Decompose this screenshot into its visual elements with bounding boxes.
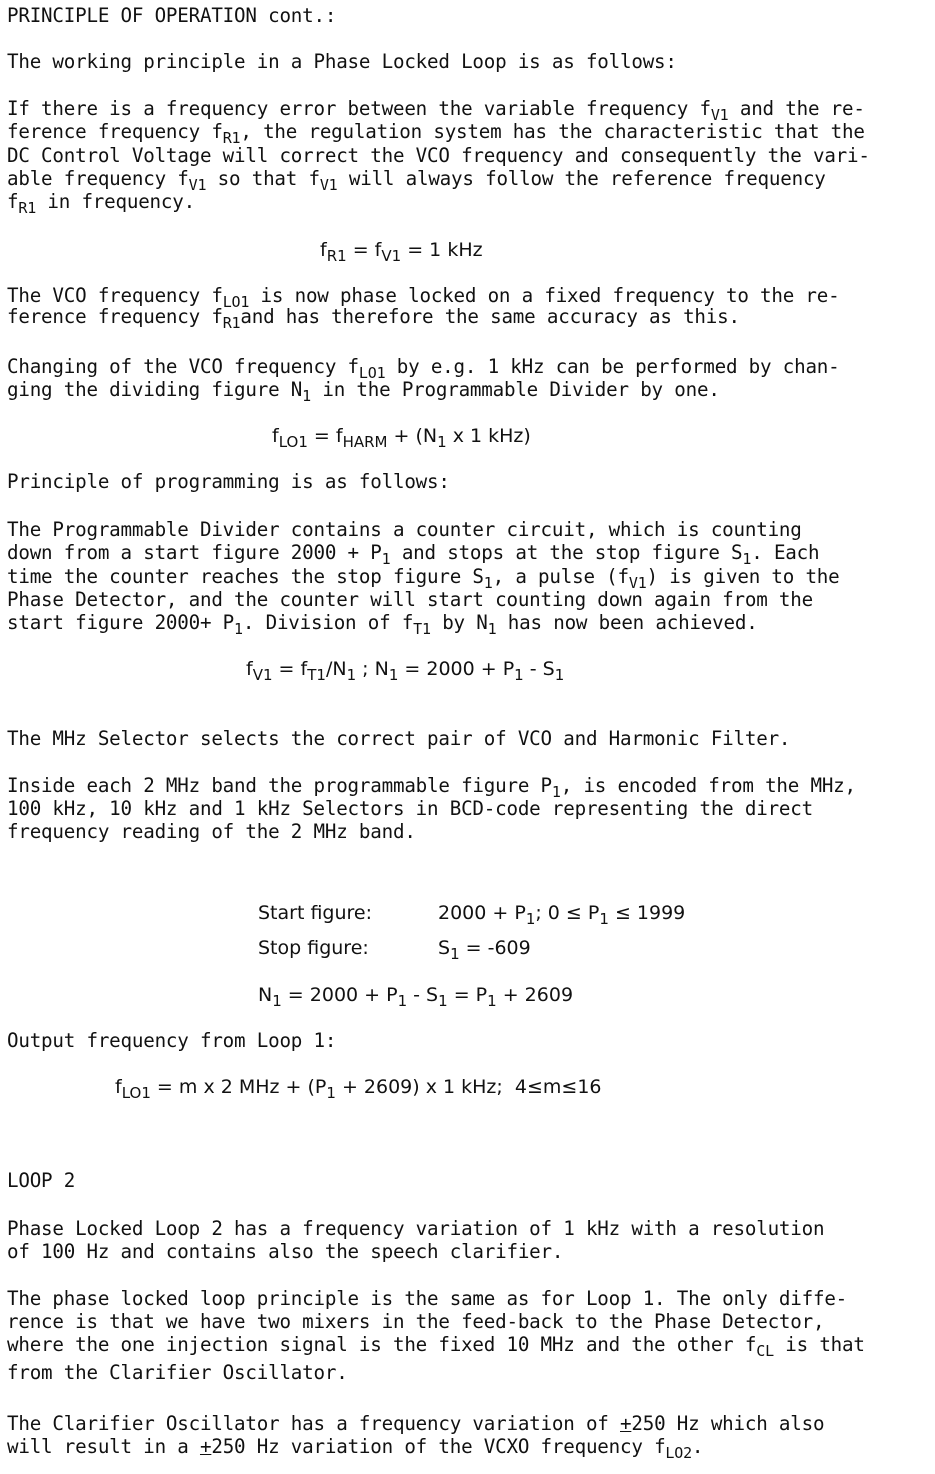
- text: = 2000 + P: [398, 658, 515, 680]
- equation-flo1-harm: [272, 424, 531, 451]
- paragraph-clarifier-line-2: [7, 1435, 704, 1462]
- subscript: LO2: [665, 1444, 692, 1462]
- paragraph-band-line-1: [7, 774, 856, 801]
- paragraph-divider-line-4: [7, 588, 813, 611]
- subscript: R1: [18, 199, 37, 217]
- text: from the Clarifier Oscillator.: [7, 1361, 348, 1384]
- text: + 2609: [496, 984, 574, 1006]
- text: Output frequency from Loop 1:: [7, 1029, 337, 1052]
- subscript: V1: [188, 176, 207, 194]
- subscript: 1: [525, 910, 536, 928]
- text: The Programmable Divider contains a counter circuit, which is counting: [7, 518, 802, 541]
- subscript: 1: [450, 945, 460, 963]
- text: = P: [447, 984, 488, 1006]
- text: = -609: [459, 937, 531, 959]
- text: ) is given to the: [646, 565, 840, 588]
- paragraph-error-line-2: [7, 120, 865, 147]
- text: will always follow the reference frequency: [337, 167, 826, 190]
- text: 2000 + P: [438, 902, 526, 924]
- equation-flo1-output: [115, 1075, 602, 1102]
- text: .: [691, 1435, 704, 1458]
- text: + (N: [387, 425, 438, 447]
- plus-minus-sign: +: [620, 1412, 632, 1435]
- text: Changing of the VCO frequency f: [7, 355, 359, 378]
- equation-reference: [320, 238, 483, 265]
- paragraph-programming: [7, 470, 450, 493]
- text: of 100 Hz and contains also the speech clarifier.: [7, 1240, 564, 1263]
- subscript: 1: [346, 666, 357, 684]
- text: DC Control Voltage will correct the VCO frequency and consequently the vari-: [7, 144, 870, 167]
- subscript: 1: [742, 550, 752, 568]
- subscript: CL: [756, 1342, 774, 1360]
- subscript: 1: [326, 1084, 336, 1102]
- subscript: 1: [487, 992, 497, 1010]
- equation-stop-figure: [258, 936, 531, 963]
- equation-n1: [258, 983, 574, 1010]
- text: The Clarifier Oscillator has a frequency variation of: [7, 1412, 620, 1435]
- paragraph-divider-line-2: [7, 541, 820, 568]
- text: 250 Hz which also: [631, 1412, 825, 1435]
- paragraph-error-line-3: [7, 144, 870, 167]
- paragraph-divider-line-3: [7, 565, 840, 592]
- text: is that: [773, 1333, 865, 1356]
- text: = m x 2 MHz + (P: [150, 1076, 327, 1098]
- text: ; 0 ≤ P: [535, 902, 600, 924]
- text: and stops at the stop figure S: [390, 541, 743, 564]
- text: able frequency f: [7, 167, 189, 190]
- text: ference frequency f: [7, 305, 223, 328]
- text: Principle of programming is as follows:: [7, 470, 450, 493]
- label: Start figure:: [258, 902, 373, 924]
- plus-minus-sign: +: [199, 1435, 212, 1458]
- text: by N: [430, 611, 488, 634]
- equation-start-figure: [258, 901, 686, 928]
- section-heading: [7, 4, 336, 27]
- paragraph-divider-line-5: [7, 611, 758, 638]
- subscript: LO1: [121, 1084, 151, 1102]
- subscript: 1: [388, 666, 399, 684]
- paragraph-principle-line-4: [7, 1361, 348, 1384]
- text: . Division of f: [242, 611, 414, 634]
- text: where the one injection signal is the fixed 10 MHz and the other f: [7, 1333, 757, 1356]
- text: = 2000 + P: [281, 984, 398, 1006]
- subscript: 1: [437, 433, 447, 451]
- text: ; N: [356, 658, 389, 680]
- text: The VCO frequency f: [7, 284, 223, 307]
- text: The MHz Selector selects the correct pair of VCO and Harmonic Filter.: [7, 727, 791, 750]
- text: 100 kHz, 10 kHz and 1 kHz Selectors in BCD-code representing the direct: [7, 797, 813, 820]
- text: = f: [346, 239, 382, 261]
- subscript: V1: [381, 247, 402, 265]
- text: LOOP 2: [7, 1169, 76, 1192]
- subscript: LO1: [222, 293, 250, 311]
- paragraph-vco-line-2: [7, 305, 740, 332]
- subscript: 1: [302, 387, 311, 405]
- text: start figure 2000+ P: [7, 611, 235, 634]
- paragraph-loop2-line-2: [7, 1240, 563, 1263]
- paragraph-error-line-1: [7, 97, 865, 124]
- text: , the regulation system has the characteristic that the: [240, 120, 865, 143]
- text: frequency reading of the 2 MHz band.: [7, 820, 416, 843]
- text: + 2609) x 1 kHz; 4≤m≤16: [335, 1076, 602, 1098]
- paragraph-changing-line-1: [7, 355, 840, 382]
- subscript: R1: [222, 314, 241, 332]
- text: and the re-: [728, 97, 865, 120]
- subscript: V1: [319, 176, 338, 194]
- text: in frequency.: [36, 190, 195, 213]
- text: will result in a: [7, 1435, 200, 1458]
- subscript: LO1: [278, 433, 308, 451]
- paragraph-principle-line-1: [7, 1287, 847, 1310]
- subscript: V1: [252, 666, 273, 684]
- text: is now phase locked on a fixed frequency to the re-: [249, 284, 840, 307]
- text: ference frequency f: [7, 120, 223, 143]
- text: S: [438, 937, 451, 959]
- text: f: [320, 239, 327, 261]
- text: , a pulse (f: [492, 565, 629, 588]
- subscript: 1: [438, 992, 448, 1010]
- text: x 1 kHz): [446, 425, 531, 447]
- paragraph-principle-line-2: [7, 1310, 824, 1333]
- paragraph-output-frequency: [7, 1029, 336, 1052]
- text: f: [7, 190, 19, 213]
- text: Phase Locked Loop 2 has a frequency variation of 1 kHz with a resolution: [7, 1217, 825, 1240]
- paragraph-changing-line-2: [7, 378, 720, 405]
- subscript: 1: [487, 620, 497, 638]
- subscript: 1: [483, 574, 493, 592]
- section-heading-loop2: [7, 1169, 75, 1192]
- subscript: 1: [599, 910, 609, 928]
- subscript: T1: [413, 620, 431, 638]
- text: time the counter reaches the stop figure S: [7, 565, 484, 588]
- text: has now been achieved.: [496, 611, 758, 634]
- subscript: V1: [710, 106, 729, 124]
- intro-text: The working principle in a Phase Locked Loop is as follows:: [7, 50, 677, 73]
- text: by e.g. 1 kHz can be performed by chan-: [385, 355, 840, 378]
- paragraph-mhz-selector: [7, 727, 790, 750]
- paragraph-error-line-4: [7, 167, 826, 194]
- subscript: 1: [551, 783, 561, 801]
- subscript: 1: [272, 992, 282, 1010]
- text: in the Programmable Divider by one.: [311, 378, 720, 401]
- paragraph-vco-line-1: [7, 284, 840, 311]
- text: , is encoded from the MHz,: [560, 774, 856, 797]
- paragraph-principle-line-3: [7, 1333, 865, 1360]
- text: 250 Hz variation of the VCXO frequency f: [211, 1435, 666, 1458]
- text: - S: [523, 658, 555, 680]
- text: = f: [272, 658, 308, 680]
- text: and has therefore the same accuracy as this.: [240, 305, 740, 328]
- text: ging the dividing figure N: [7, 378, 303, 401]
- subscript: T1: [307, 666, 326, 684]
- text: /N: [325, 658, 347, 680]
- text: rence is that we have two mixers in the feed-back to the Phase Detector,: [7, 1310, 825, 1333]
- text: - S: [407, 984, 439, 1006]
- paragraph-divider-line-1: [7, 518, 802, 541]
- subscript: 1: [554, 666, 565, 684]
- paragraph-loop2-line-1: [7, 1217, 824, 1240]
- text: f: [246, 658, 253, 680]
- text: . Each: [751, 541, 820, 564]
- subscript: 1: [234, 620, 243, 638]
- text: Inside each 2 MHz band the programmable figure P: [7, 774, 552, 797]
- subscript: 1: [514, 666, 524, 684]
- text: The phase locked loop principle is the same as for Loop 1. The only diffe-: [7, 1287, 848, 1310]
- text: Phase Detector, and the counter will start counting down again from the: [7, 588, 813, 611]
- paragraph-intro: [7, 50, 677, 73]
- paragraph-band-line-2: [7, 797, 813, 820]
- text: = f: [307, 425, 343, 447]
- text: ≤ 1999: [608, 902, 686, 924]
- paragraph-error-line-5: [7, 190, 195, 217]
- text: N: [258, 984, 273, 1006]
- text: = 1 kHz: [401, 239, 483, 261]
- paragraph-band-line-3: [7, 820, 416, 843]
- subscript: R1: [326, 247, 347, 265]
- paragraph-clarifier-line-1: [7, 1412, 824, 1435]
- heading-text: PRINCIPLE OF OPERATION cont.:: [7, 4, 337, 27]
- subscript: R1: [222, 129, 241, 147]
- text: so that f: [206, 167, 320, 190]
- subscript: 1: [397, 992, 408, 1010]
- subscript: V1: [628, 574, 647, 592]
- text: f: [272, 425, 279, 447]
- subscript: HARM: [342, 433, 388, 451]
- equation-fv1-division: [246, 657, 565, 684]
- label: Stop figure:: [258, 937, 369, 959]
- subscript: 1: [381, 550, 391, 568]
- text: f: [115, 1076, 122, 1098]
- text: down from a start figure 2000 + P: [7, 541, 382, 564]
- text: If there is a frequency error between the variable frequency f: [7, 97, 711, 120]
- subscript: LO1: [358, 364, 386, 382]
